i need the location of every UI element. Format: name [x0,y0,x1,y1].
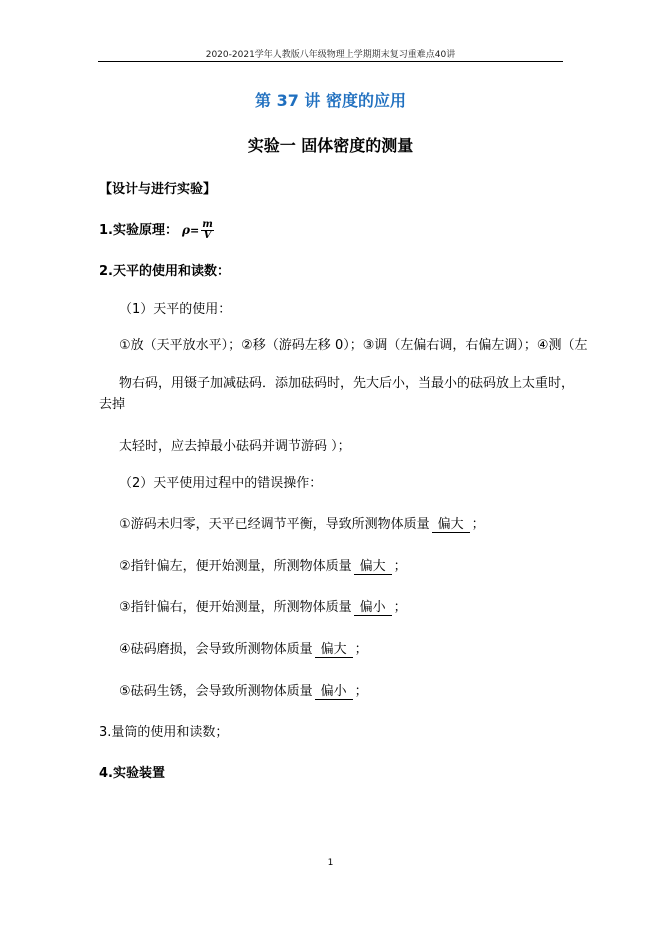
steps-line-4: 太轻时，应去掉最小砝码并调节游码 ）； [119,439,351,454]
answer-blank: 偏大 [315,642,353,658]
error-end: ； [354,642,368,657]
error-item [119,638,368,658]
experiment-title: 实验一 固体密度的测量 [247,136,414,155]
sub-balance-usage: （1）天平的使用： [119,302,232,317]
steps-line-1: ①放（天平放水平）；②移（游码左移 0）；③调（左偏右调，右偏左调）；④测（左 [119,338,588,353]
formula-numerator: m [202,219,213,230]
error-text: ③指针偏右，便开始测量，所测物体质量 [119,600,352,615]
error-item [119,680,368,700]
page-number: 1 [327,858,334,868]
error-item [119,596,407,616]
formula-denominator: V [203,230,212,241]
density-formula [201,220,214,241]
error-item [119,513,485,533]
item-balance: 2.天平的使用和读数： [99,264,230,279]
error-text: ④砝码磨损，会导致所测物体质量 [119,642,313,657]
error-text: ⑤砝码生锈，会导致所测物体质量 [119,684,313,699]
header-divider [98,61,563,62]
error-end: ； [471,517,485,532]
answer-blank: 偏小 [354,600,392,616]
item-apparatus: 4.实验装置 [99,766,165,781]
item-principle [99,219,214,241]
steps-line-3: 去掉 [99,397,126,412]
steps-line-2: 物右码，用镊子加减砝码．添加砝码时，先大后小，当最小的砝码放上太重时， [119,376,575,391]
error-item [119,555,407,575]
principle-label: 1.实验原理： [99,223,178,238]
answer-blank: 偏小 [315,684,353,700]
section-heading: 【设计与进行实验】 [99,182,217,197]
error-end: ； [393,600,407,615]
error-text: ①游码未归零，天平已经调节平衡，导致所测物体质量 [119,517,430,532]
rho-symbol: ρ [181,223,190,237]
error-end: ； [354,684,368,699]
item-cylinder: 3.量筒的使用和读数； [99,725,229,740]
error-end: ； [393,559,407,574]
page-header: 2020-2021学年人教版八年级物理上学期期末复习重难点40讲 [205,50,456,60]
sub-errors: （2）天平使用过程中的错误操作： [119,476,323,491]
lesson-title: 第 37 讲 密度的应用 [255,91,406,110]
error-text: ②指针偏左，便开始测量，所测物体质量 [119,559,352,574]
answer-blank: 偏大 [354,559,392,575]
equals-sign: = [189,224,200,237]
answer-blank: 偏大 [432,517,470,533]
